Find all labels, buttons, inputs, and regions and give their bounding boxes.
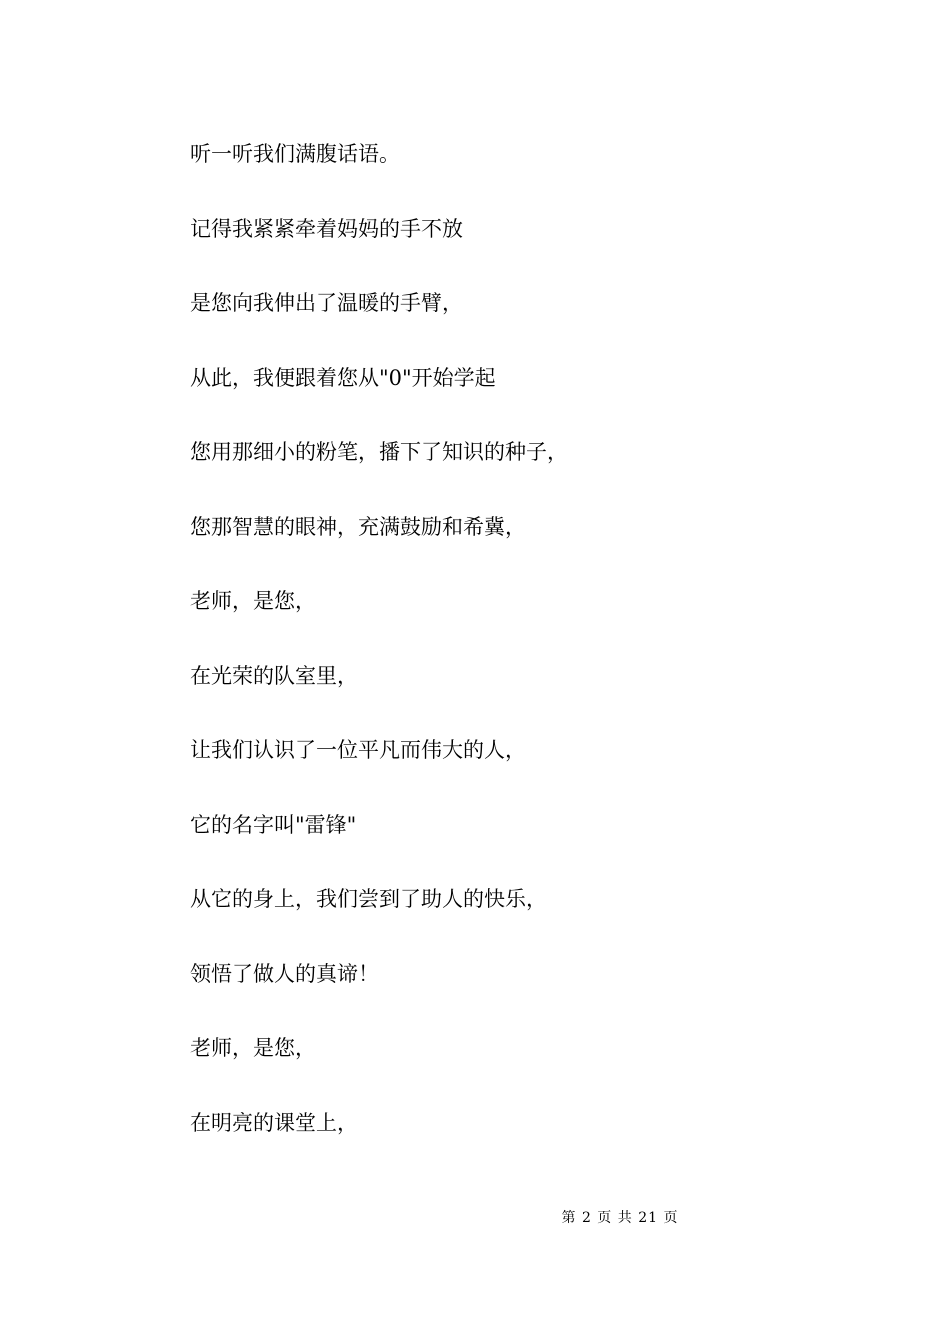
poem-line: 您用那细小的粉笔，播下了知识的种子，: [190, 440, 568, 464]
poem-line: 听一听我们满腹话语。: [190, 142, 400, 166]
poem-line: 记得我紧紧牵着妈妈的手不放: [190, 216, 463, 241]
poem-line: 在明亮的课堂上，: [190, 1110, 358, 1135]
poem-line: 让我们认识了一位平凡而伟大的人，: [190, 738, 526, 762]
poem-line: 领悟了做人的真谛！: [190, 961, 379, 986]
page-footer: [0, 1208, 950, 1228]
poem-line: 从它的身上，我们尝到了助人的快乐，: [190, 887, 547, 911]
poem-line: 从此，我便跟着您从"0"开始学起: [190, 365, 496, 390]
poem-line: 是您向我伸出了温暖的手臂，: [190, 291, 463, 315]
poem-body: [190, 137, 830, 1180]
poem-line: 您那智慧的眼神，充满鼓励和希冀，: [190, 514, 526, 539]
poem-line: 它的名字叫"雷锋": [190, 812, 357, 837]
poem-line: 在光荣的队室里，: [190, 663, 358, 688]
poem-line: 老师，是您，: [190, 1036, 316, 1060]
poem-line: 老师，是您，: [190, 589, 316, 613]
page-number: 第 2 页 共 21 页: [561, 1210, 679, 1226]
